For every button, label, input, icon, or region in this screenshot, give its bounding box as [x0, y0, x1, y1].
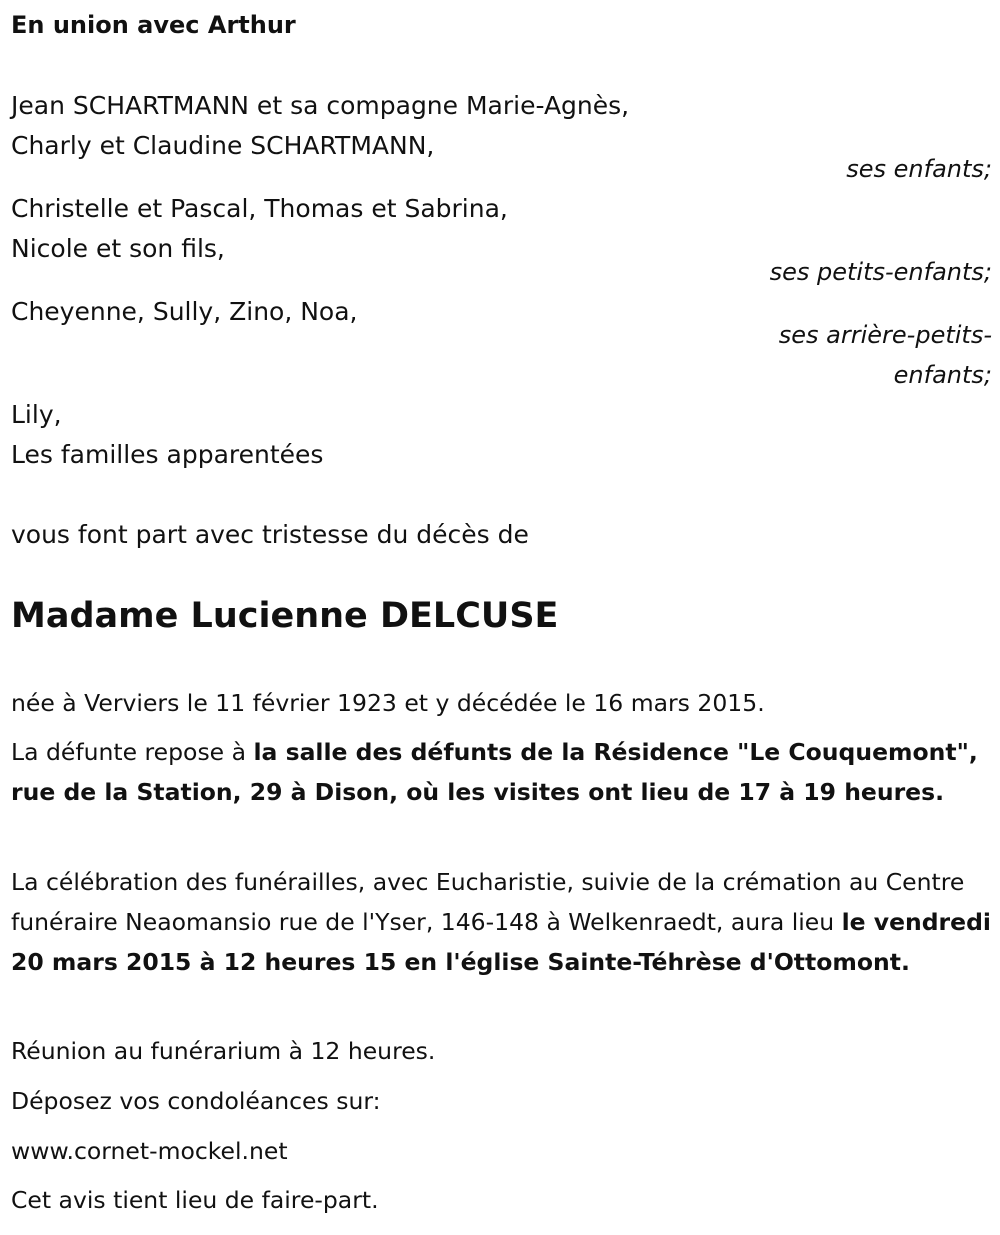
- grandchildren-line-2: Nicole et son fils,: [11, 234, 225, 263]
- condolences-text: Déposez vos condoléances sur:: [11, 1087, 381, 1115]
- children-line-2: Charly et Claudine SCHARTMANN,: [11, 131, 435, 160]
- repose-paragraph: [11, 732, 992, 812]
- grandchildren-role: ses petits-enfants;: [769, 258, 992, 286]
- repose-prefix: La défunte repose à: [11, 738, 254, 766]
- website-text: www.cornet-mockel.net: [11, 1137, 288, 1165]
- great-grandchildren-line-1: Cheyenne, Sully, Zino, Noa,: [11, 297, 358, 326]
- great-grandchildren-role-line-1: ses arrière-petits-: [778, 321, 992, 349]
- repose-location: la salle des défunts de la Résidence "Le Couquemont", rue de la Station, 29 à Dison, où les visites ont lieu de 17 à 19 heures.: [11, 738, 978, 806]
- other-family-line-2: Les familles apparentées: [11, 440, 324, 469]
- children-line-1: Jean SCHARTMANN et sa compagne Marie-Agnès,: [11, 91, 630, 120]
- celebration-date-place: le vendredi 20 mars 2015 à 12 heures 15 en l'église Sainte-Téhrèse d'Ottomont.: [11, 908, 991, 976]
- notice-text: Cet avis tient lieu de faire-part.: [11, 1186, 379, 1214]
- children-role: ses enfants;: [846, 155, 992, 183]
- celebration-prefix: La célébration des funérailles, avec Eucharistie, suivie de la crémation au Centre funéraire Neaomansio rue de l'Yser, 146-148 à Welkenraedt, aura lieu: [11, 868, 965, 936]
- other-family-line-1: Lily,: [11, 400, 62, 429]
- birth-death-text: née à Verviers le 11 février 1923 et y décédée le 16 mars 2015.: [11, 689, 765, 717]
- announcement-intro: vous font part avec tristesse du décès de: [11, 520, 529, 549]
- deceased-name: Madame Lucienne DELCUSE: [11, 596, 559, 636]
- union-heading: En union avec Arthur: [11, 11, 296, 39]
- great-grandchildren-role-line-2: enfants;: [893, 361, 992, 389]
- celebration-paragraph: [11, 862, 992, 982]
- reunion-text: Réunion au funérarium à 12 heures.: [11, 1037, 436, 1065]
- grandchildren-line-1: Christelle et Pascal, Thomas et Sabrina,: [11, 194, 508, 223]
